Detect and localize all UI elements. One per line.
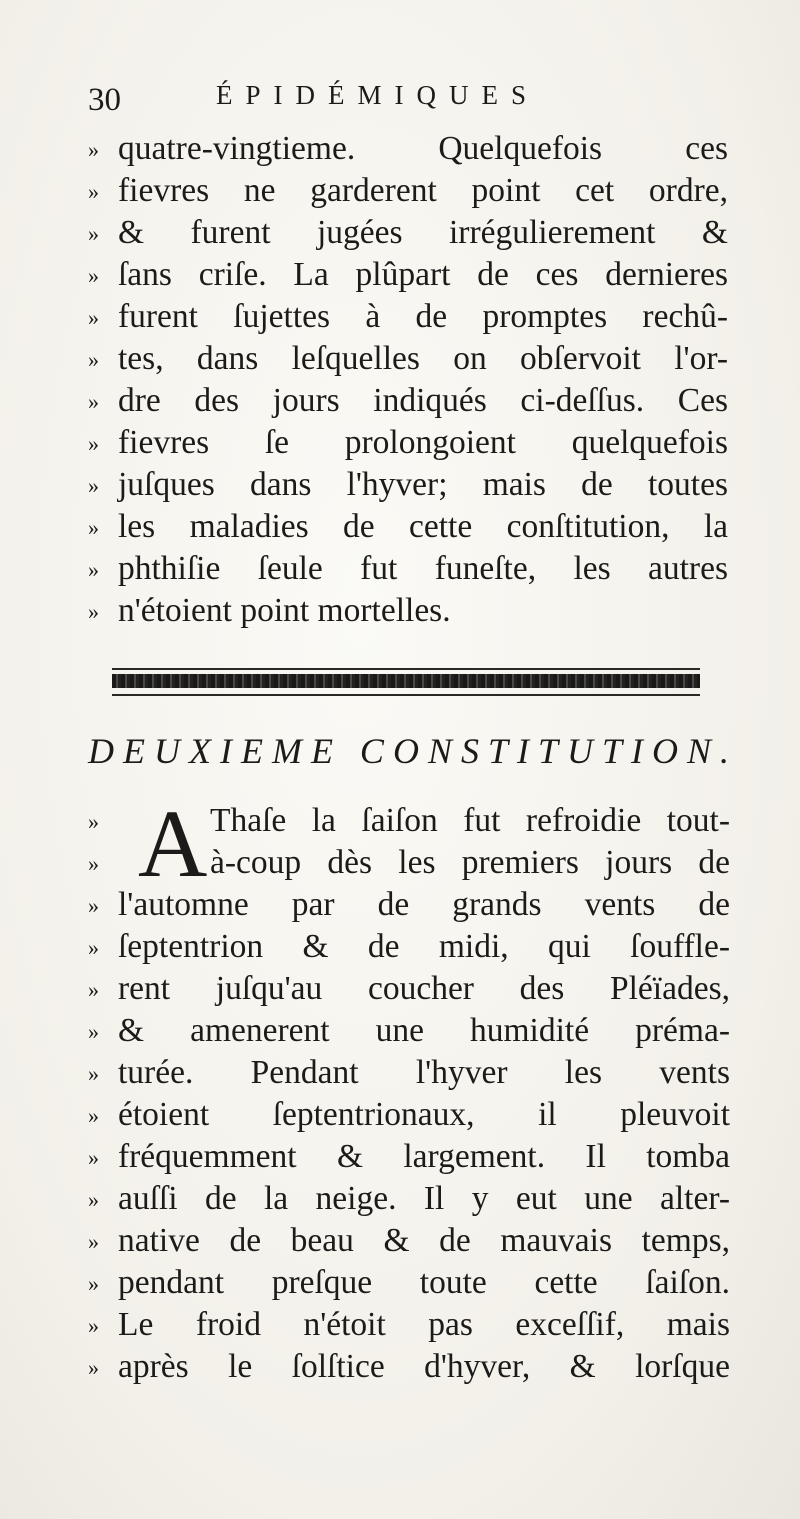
ornamental-rule <box>112 668 700 704</box>
quote-mark: » <box>88 1271 97 1296</box>
line-text: Le froid n'étoit pas exceſſif, mais <box>118 1306 730 1343</box>
text-line <box>88 800 748 842</box>
line-text: après le ſolſtice d'hyver, & lorſque <box>118 1348 730 1385</box>
quote-mark: » <box>88 1229 97 1254</box>
text-line <box>88 464 748 506</box>
rule-band <box>112 674 700 688</box>
text-line <box>88 128 748 170</box>
text-line <box>88 1262 748 1304</box>
text-line <box>88 1346 748 1388</box>
quote-mark: » <box>88 1145 97 1170</box>
text-line <box>88 968 748 1010</box>
text-line <box>88 1178 748 1220</box>
line-text: Thaſe la ſaiſon fut refroidie tout- <box>210 802 730 839</box>
quote-mark: » <box>88 263 97 288</box>
line-text: à-coup dès les premiers jours de <box>210 844 730 881</box>
quote-mark: » <box>88 221 97 246</box>
text-line <box>88 1136 748 1178</box>
quote-mark: » <box>88 1061 97 1086</box>
quote-mark: » <box>88 137 97 162</box>
rule-thin-top <box>112 668 700 670</box>
text-line <box>88 548 748 590</box>
line-text: fievres ne garderent point cet ordre, <box>118 172 728 209</box>
text-line <box>88 1052 748 1094</box>
text-line <box>88 170 748 212</box>
rule-thin-bottom <box>112 694 700 696</box>
text-block-2 <box>88 790 748 1388</box>
line-text: & furent jugées irrégulierement & <box>118 214 728 251</box>
line-text: fréquemment & largement. Il tomba <box>118 1138 730 1175</box>
text-line <box>88 1094 748 1136</box>
line-text: native de beau & de mauvais temps, <box>118 1222 730 1259</box>
quote-mark: » <box>88 179 97 204</box>
text-line <box>88 884 748 926</box>
quote-mark: » <box>88 557 97 582</box>
line-text: l'automne par de grands vents de <box>118 886 730 923</box>
quote-mark: » <box>88 599 97 624</box>
line-text: auſſi de la neige. Il y eut une alter- <box>118 1180 730 1217</box>
text-line <box>88 926 748 968</box>
line-text: phthiſie ſeule fut funeſte, les autres <box>118 550 728 587</box>
text-line <box>88 380 748 422</box>
text-line <box>88 506 748 548</box>
text-line <box>88 1304 748 1346</box>
line-text: & amenerent une humidité préma- <box>118 1012 730 1049</box>
text-line <box>88 296 748 338</box>
text-line <box>88 590 748 632</box>
text-line <box>88 254 748 296</box>
quote-mark: » <box>88 431 97 456</box>
line-text: furent ſujettes à de promptes rechû- <box>118 298 728 335</box>
text-line <box>88 212 748 254</box>
line-text: les maladies de cette conſtitution, la <box>118 508 728 545</box>
line-text: rent juſqu'au coucher des Pléïades, <box>118 970 730 1007</box>
text-line <box>88 1220 748 1262</box>
quote-mark: » <box>88 893 97 918</box>
quote-mark: » <box>88 515 97 540</box>
text-line <box>88 1010 748 1052</box>
line-text: pendant preſque toute cette ſaiſon. <box>118 1264 730 1301</box>
line-text: turée. Pendant l'hyver les vents <box>118 1054 730 1091</box>
line-text: n'étoient point mortelles. <box>118 592 451 629</box>
text-block-1 <box>88 128 748 632</box>
line-text: ſans criſe. La plûpart de ces dernieres <box>118 256 728 293</box>
quote-mark: » <box>88 473 97 498</box>
quote-mark: » <box>88 305 97 330</box>
line-text: juſques dans l'hyver; mais de toutes <box>118 466 728 503</box>
quote-mark: » <box>88 347 97 372</box>
section-heading: DEUXIEME CONSTITUTION. <box>88 731 739 771</box>
text-line <box>88 422 748 464</box>
drop-cap: A <box>138 790 208 897</box>
quote-mark: » <box>88 1103 97 1128</box>
line-text: quatre-vingtieme. Quelquefois ces <box>118 130 728 167</box>
text-line <box>88 338 748 380</box>
quote-mark: » <box>88 851 97 876</box>
page-number: 30 <box>88 82 121 118</box>
line-text: étoient ſeptentrionaux, il pleuvoit <box>118 1096 730 1133</box>
quote-mark: » <box>88 809 97 834</box>
quote-mark: » <box>88 389 97 414</box>
line-text: dre des jours indiqués ci-deſſus. Ces <box>118 382 728 419</box>
line-text: fievres ſe prolongoient quelquefois <box>118 424 728 461</box>
quote-mark: » <box>88 977 97 1002</box>
quote-mark: » <box>88 1355 97 1380</box>
line-text: ſeptentrion & de midi, qui ſouffle- <box>118 928 730 965</box>
quote-mark: » <box>88 1187 97 1212</box>
quote-mark: » <box>88 1019 97 1044</box>
quote-mark: » <box>88 1313 97 1338</box>
line-text: tes, dans leſquelles on obſervoit l'or- <box>118 340 728 377</box>
text-line <box>88 842 748 884</box>
running-head <box>88 76 728 122</box>
running-title: ÉPIDÉMIQUES <box>216 80 539 110</box>
quote-mark: » <box>88 935 97 960</box>
